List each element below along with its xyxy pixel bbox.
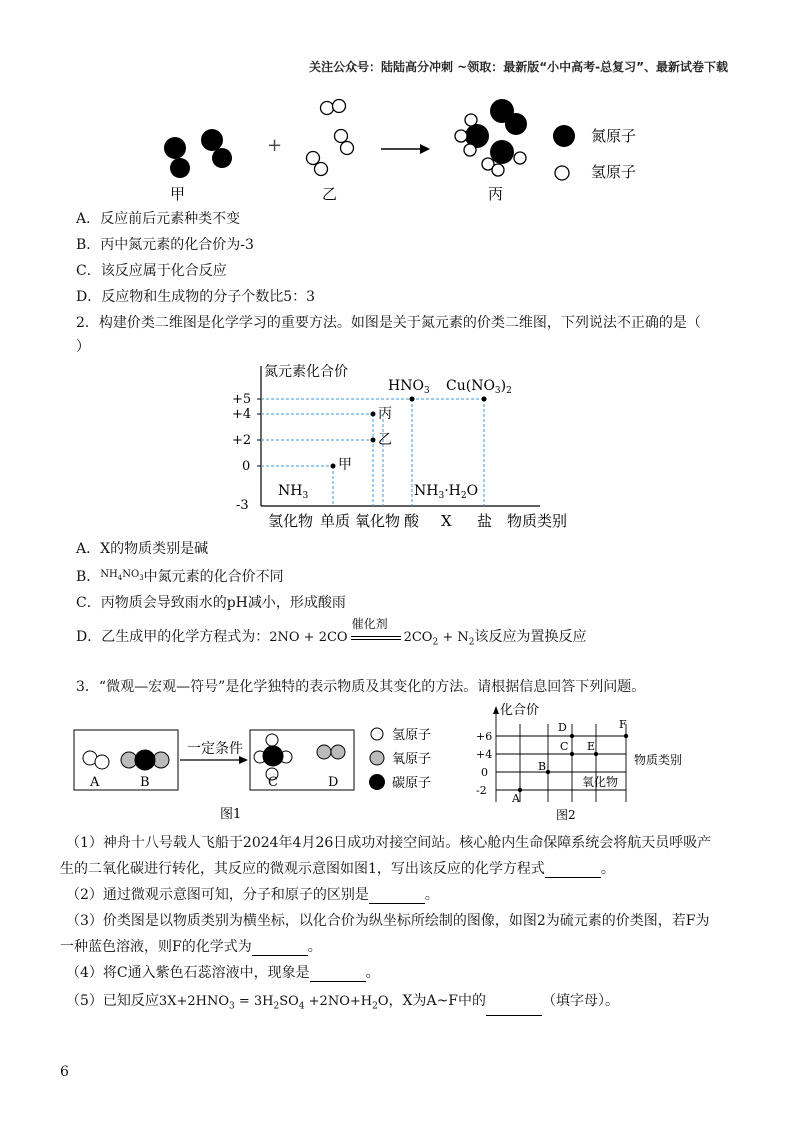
label-jia: 甲 [170, 185, 186, 203]
molecule-a [83, 751, 109, 769]
point-hno3 [410, 397, 415, 402]
svg-text:+2: +2 [232, 433, 252, 448]
page-number: 6 [60, 1064, 69, 1080]
svg-text:C: C [268, 775, 278, 790]
reaction-figure [150, 90, 670, 205]
q1-option-d: D．反应物和生成物的分子个数比5：3 [76, 289, 316, 305]
legend-o: 氧原子 [392, 752, 432, 767]
q3-sub2: （2）通过微观示意图可知，分子和原子的区别是 。 [66, 887, 439, 903]
q3-stem: 3．“微观—宏观—符号”是化学独特的表示物质及其变化的方法。请根据信息回答下列问题。 [76, 679, 646, 695]
molecule-yi [307, 100, 354, 176]
answer-blank-5[interactable] [486, 1001, 542, 1016]
point-yi [371, 438, 376, 443]
svg-text:X: X [441, 512, 452, 530]
svg-text:+6: +6 [476, 730, 493, 743]
q2-option-d: D．乙生成甲的化学方程式为：2NO + 2CO 催化剂 $2CO_2 + N_2$该反应为置换反应 [76, 617, 587, 648]
y-axis-label: 氮元素化合价 [264, 364, 348, 380]
q3-sub5: （5）已知反应$3X+2HNO_3 = 3H_2SO_4 +2NO+H_2O$，X为A~F中的 （填字母）。 [66, 992, 619, 1016]
svg-text:A: A [512, 792, 520, 805]
q2-option-c: C．丙物质会导致雨水的pH减小，形成酸雨 [76, 595, 346, 611]
q3-sub1-line1: （1）神舟十八号载人飞船于2024年4月26日成功对接空间站。核心舱内生命保障系统会将航天员呼吸产 [66, 835, 712, 851]
svg-text:氢原子: 氢原子 [591, 163, 637, 181]
svg-text:B: B [538, 760, 547, 773]
label-bing: 丙 [488, 185, 504, 203]
condition-label: 一定条件 [187, 741, 243, 757]
svg-text:+4: +4 [232, 407, 252, 422]
q1-option-a: A．反应前后元素种类不变 [76, 211, 241, 227]
molecule-d [317, 745, 345, 759]
q2-stem: 2．构建价类二维图是化学学习的重要方法。如图是关于氮元素的价类二维图，下列说法不正确的是（ [76, 315, 701, 331]
legend-c-icon [369, 774, 385, 790]
svg-text:B: B [140, 775, 150, 790]
category-oxide: 氧化物 [582, 775, 619, 789]
svg-text:0: 0 [481, 766, 488, 779]
svg-text:-2: -2 [476, 784, 487, 797]
label-nh3: $NH_3$ [278, 483, 309, 501]
x-category-labels [268, 512, 567, 530]
q2-stem-cont: ） [76, 339, 90, 355]
reaction-arrow [381, 144, 430, 154]
answer-blank-2[interactable] [369, 889, 425, 904]
label-jia: 甲 [338, 457, 352, 473]
figure-2-caption: 图2 [556, 808, 576, 822]
y-axis-label: 化合价 [500, 703, 540, 718]
legend-n-atom [553, 125, 636, 147]
point-jia [331, 464, 336, 469]
figure-2 [476, 702, 726, 824]
svg-text:氧化物: 氧化物 [355, 512, 401, 530]
svg-text:+5: +5 [232, 392, 252, 407]
nitrogen-valence-chart [228, 358, 588, 536]
q3-sub4: （4）将C通入紫色石蕊溶液中，现象是 。 [66, 965, 380, 981]
x-axis-label: 物质类别 [634, 753, 683, 767]
svg-text:酸: 酸 [404, 512, 420, 530]
label-hno3: $HNO_3$ [388, 378, 430, 396]
q3-sub1-line2: 生的二氧化碳进行转化，其反应的微观示意图如图1，写出该反应的化学方程式 。 [60, 861, 615, 877]
plus-sign: + [267, 135, 283, 156]
answer-blank-3[interactable] [252, 941, 308, 956]
legend-h-icon [371, 728, 383, 740]
svg-text:D: D [558, 721, 567, 734]
svg-text:物质类别: 物质类别 [507, 512, 568, 530]
legend-o-icon [370, 751, 384, 765]
q3-sub3-line2: 一种蓝色溶液，则F的化学式为 。 [60, 939, 322, 955]
label-cuno32: $Cu(NO_3)_2$ [446, 378, 512, 396]
svg-text:D: D [328, 775, 339, 790]
molecule-c [254, 734, 292, 780]
label-yi: 乙 [378, 432, 392, 448]
svg-text:盐: 盐 [477, 512, 493, 530]
point-cuno32 [482, 397, 487, 402]
svg-text:0: 0 [242, 459, 251, 474]
label-nh3h2o: $NH_3\cdot H_2O$ [414, 483, 479, 501]
svg-text:C: C [560, 740, 569, 753]
svg-text:-3: -3 [236, 498, 249, 513]
answer-blank-4[interactable] [310, 967, 366, 982]
q2-option-a: A．X的物质类别是碱 [76, 541, 209, 557]
q2-option-b: B．$^{NH_4NO_3}$中氮元素的化合价不同 [76, 569, 284, 585]
svg-text:+4: +4 [476, 748, 493, 761]
svg-text:氢化物: 氢化物 [268, 512, 314, 530]
q1-option-c: C．该反应属于化合反应 [76, 263, 227, 279]
figure-1-caption: 图1 [220, 807, 242, 822]
answer-blank-1[interactable] [545, 863, 601, 878]
svg-text:A: A [90, 775, 100, 790]
svg-text:E: E [587, 740, 596, 753]
svg-text:单质: 单质 [320, 512, 351, 530]
molecule-bing [455, 99, 527, 176]
figure-1 [72, 716, 472, 826]
legend-c: 碳原子 [392, 776, 432, 791]
svg-text:F: F [619, 718, 627, 731]
page-header: 关注公众号：陆陆高分冲刺 ~领取：最新版“小中高考-总复习”、最新试卷下载 [309, 60, 728, 74]
label-bing: 丙 [378, 406, 392, 422]
legend-h: 氢原子 [392, 728, 432, 743]
q3-sub3-line1: （3）价类图是以物质类别为横坐标，以化合价为纵坐标所绘制的图像，如图2为硫元素的价类图，若F为 [66, 913, 710, 929]
q1-option-b: B．丙中氮元素的化合价为-3 [76, 237, 254, 253]
svg-text:氮原子: 氮原子 [591, 127, 637, 145]
y-tick-labels [232, 392, 251, 513]
molecule-jia [164, 129, 232, 178]
molecule-b [121, 750, 169, 770]
label-yi: 乙 [322, 185, 338, 203]
legend-h-atom [555, 163, 636, 181]
point-bing [371, 412, 376, 417]
